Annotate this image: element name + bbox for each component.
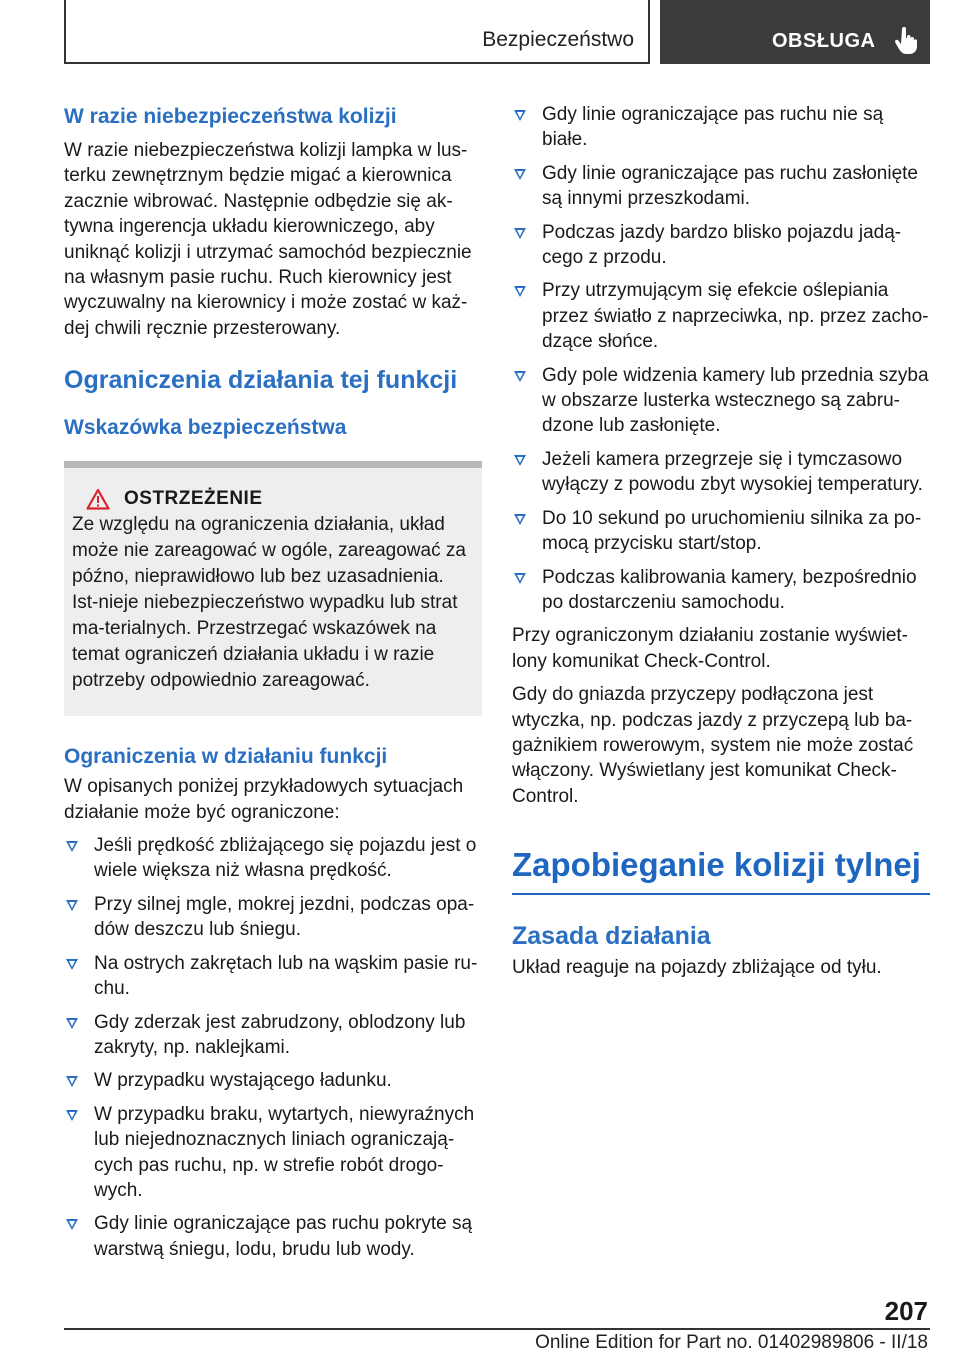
triangle-bullet-icon — [514, 110, 526, 121]
list-item-text: W przypadku wystającego ładunku. — [94, 1070, 392, 1092]
list-item-text: Podczas jazdy bardzo blisko pojazdu jadą‐cego z przodu. — [542, 221, 902, 269]
warning-triangle-icon — [86, 488, 110, 510]
list-item-text: Gdy pole widzenia kamery lub przednia szyba w obszarze lusterka wstecznego są zabru‐dzone lub zasłonięte. — [542, 364, 929, 437]
footer-edition: Online Edition for Part no. 01402989806 - II/18 — [535, 1332, 928, 1353]
list-item — [512, 565, 930, 616]
page-number: 207 — [884, 1296, 928, 1326]
list-item — [512, 447, 930, 498]
triangle-bullet-icon — [66, 841, 78, 852]
list-item — [64, 1010, 482, 1061]
header-section-box — [64, 0, 650, 64]
heading-function-limits: Ograniczenia w działaniu funkcji — [64, 745, 388, 769]
list-item — [64, 833, 482, 884]
triangle-bullet-icon — [514, 286, 526, 297]
list-item-text: Gdy linie ograniczające pas ruchu nie są białe. — [542, 104, 884, 151]
list-item-text: Do 10 sekund po uruchomieniu silnika za po‐mocą przycisku start/stop. — [542, 507, 922, 555]
list-item — [64, 951, 482, 1002]
triangle-bullet-icon — [514, 573, 526, 584]
triangle-bullet-icon — [514, 371, 526, 382]
triangle-bullet-icon — [514, 514, 526, 525]
heading-underline — [512, 893, 930, 895]
warning-header — [72, 488, 474, 510]
chapter-tab — [660, 0, 930, 64]
triangle-bullet-icon — [66, 1110, 78, 1121]
list-item-text: Gdy linie ograniczające pas ruchu zasłonięte są innymi przeszkodami. — [542, 162, 918, 210]
list-item — [64, 1102, 482, 1204]
list-item — [512, 220, 930, 271]
list-item-text: W przypadku braku, wytartych, niewyraźnych lub niejednoznacznych liniach ograniczają‐cych pas ruchu, np. w strefie robót drogo‐wych. — [94, 1103, 475, 1201]
pointing-hand-icon — [894, 27, 918, 55]
list-item — [64, 1068, 482, 1093]
list-item — [64, 892, 482, 943]
triangle-bullet-icon — [66, 959, 78, 970]
right-limit-list — [512, 102, 930, 615]
heading-safety-note: Wskazówka bezpieczeństwa — [64, 416, 347, 440]
heading-principle: Zasada działania — [512, 922, 711, 951]
heading-rear-collision: Zapobieganie kolizji tylnej — [512, 846, 921, 884]
left-column — [64, 102, 482, 1270]
list-item-text: Gdy zderzak jest zabrudzony, oblodzony lub zakryty, np. naklejkami. — [94, 1011, 466, 1058]
triangle-bullet-icon — [66, 1219, 78, 1230]
list-item-text: Na ostrych zakrętach lub na wąskim pasie ru‐chu. — [94, 952, 478, 1000]
list-item — [512, 363, 930, 439]
list-item-text: Przy silnej mgle, mokrej jezdni, podczas opa‐dów deszczu lub śniegu. — [94, 893, 475, 941]
triangle-bullet-icon — [514, 169, 526, 180]
warning-box — [64, 461, 482, 716]
list-item-text: Jeżeli kamera przegrzeje się i tymczasowo wyłączy z powodu zbyt wysokiej temperatury. — [542, 448, 923, 496]
list-item — [512, 506, 930, 557]
paragraph-check-control: Przy ograniczonym działaniu zostanie wyświet‐lony komunikat Check-Control. — [512, 625, 908, 672]
paragraph-trailer: Gdy do gniazda przyczepy podłączona jest wtyczka, np. podczas jazdy z przyczepą lub ba‐gażnikiem rowerowym, system nie może zostać włączony. Wyświetlany jest komunikat Check-Control. — [512, 684, 914, 807]
heading-limitations: Ograniczenia działania tej funkcji — [64, 366, 458, 395]
triangle-bullet-icon — [514, 455, 526, 466]
warning-title: OSTRZEŻENIE — [124, 488, 263, 510]
triangle-bullet-icon — [514, 228, 526, 239]
triangle-bullet-icon — [66, 1018, 78, 1029]
paragraph-collision: W razie niebezpieczeństwa kolizji lampka w lus‐terku zewnętrznym będzie migać a kierownica zacznie wibrować. Następnie odbędzie się ak‐tywna ingerencja układu kierowniczego, aby uniknąć kolizji i utrzymać samochód bezpiecznie na własnym pasie ruchu. Ruch kierownicy jest wyczuwalny na kierownicy i może zostać w każ‐dej chwili ręcznie przesterowany. — [64, 140, 472, 339]
paragraph-principle: Układ reaguje na pojazdy zbliżające od tyłu. — [512, 957, 882, 979]
left-limit-list — [64, 833, 482, 1262]
footer-divider — [64, 1328, 930, 1330]
chapter-title: OBSŁUGA — [772, 30, 876, 52]
list-item — [512, 278, 930, 354]
list-item — [512, 102, 930, 153]
section-title: Bezpieczeństwo — [482, 28, 634, 51]
triangle-bullet-icon — [66, 1076, 78, 1087]
paragraph-situations: W opisanych poniżej przykładowych sytuacjach działanie może być ograniczone: — [64, 776, 464, 823]
warning-text: Ze względu na ograniczenia działania, układ może nie zareagować w ogóle, zareagować za późno, nieprawidłowo lub bez uzasadnienia. Ist‐nieje niebezpieczeństwo wypadku lub strat ma‐terialnych. Przestrzegać wskazówek na temat ograniczeń działania układu i w razie potrzeby odpowiednio zareagować. — [72, 514, 466, 692]
list-item-text: Przy utrzymującym się efekcie oślepiania przez światło z naprzeciwka, np. przez zacho‐dzące słońce. — [542, 280, 929, 353]
list-item-text: Jeśli prędkość zbliżającego się pojazdu jest o wiele większa niż własna prędkość. — [94, 835, 477, 882]
list-item-text: Podczas kalibrowania kamery, bezpośrednio po dostarczeniu samochodu. — [542, 566, 917, 613]
heading-collision-danger: W razie niebezpieczeństwa kolizji — [64, 105, 397, 128]
right-column — [512, 102, 930, 981]
page-header — [64, 0, 930, 64]
list-item-text: Gdy linie ograniczające pas ruchu pokryte są warstwą śniegu, lodu, brudu lub wody. — [94, 1213, 473, 1260]
triangle-bullet-icon — [66, 900, 78, 911]
list-item — [512, 161, 930, 212]
list-item — [64, 1211, 482, 1262]
